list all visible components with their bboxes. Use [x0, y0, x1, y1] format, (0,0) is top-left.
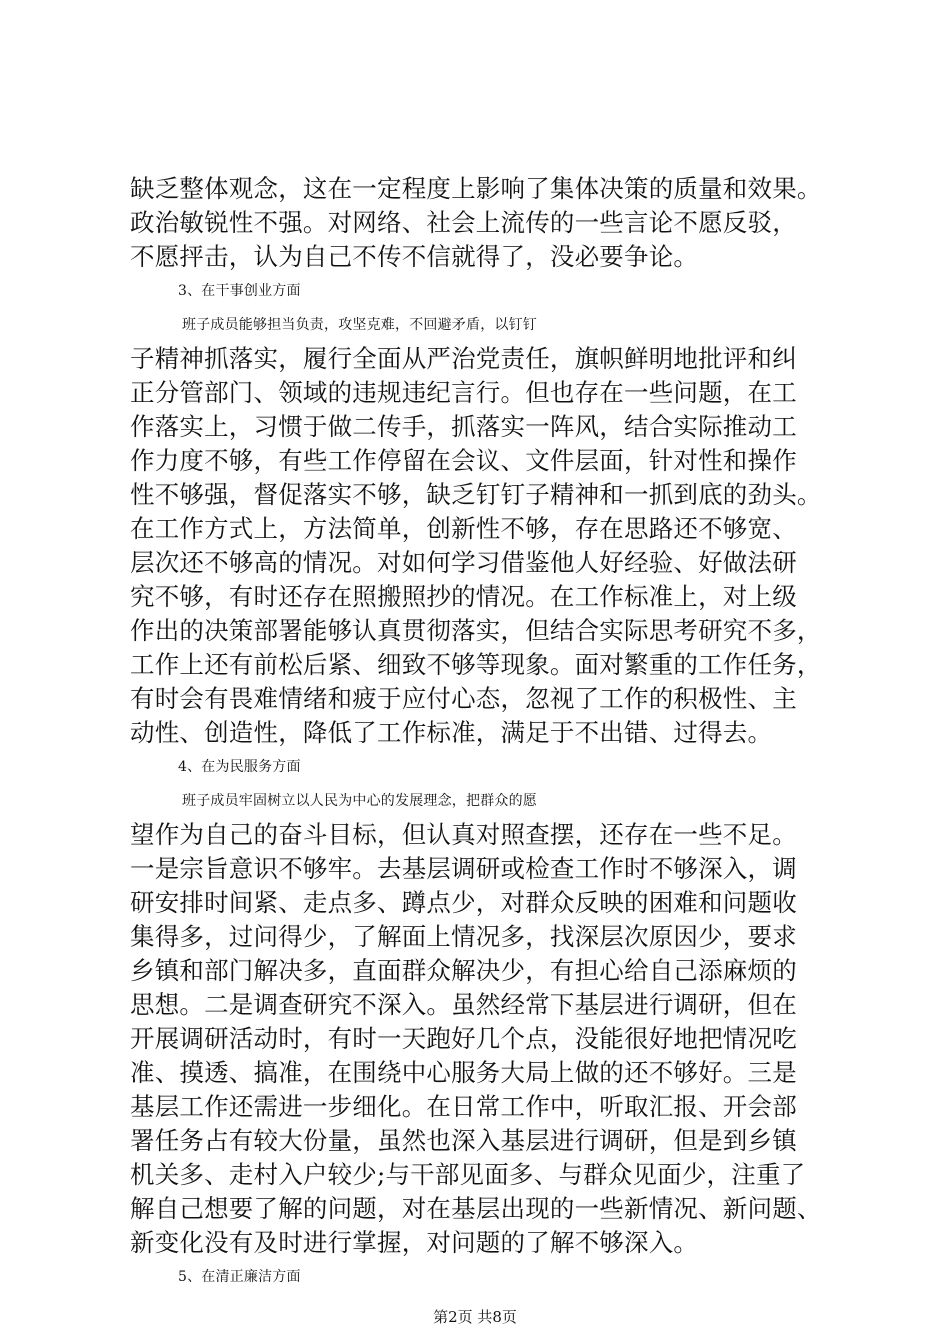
body-line: 乡镇和部门解决多，直面群众解决少，有担心给自己添麻烦的 — [130, 956, 797, 985]
body-line: 作力度不够，有些工作停留在会议、文件层面，针对性和操作 — [130, 446, 797, 475]
body-line: 缺乏整体观念，这在一定程度上影响了集体决策的质量和效果。 — [130, 174, 822, 203]
page-footer: 第2页 共8页 — [433, 1308, 517, 1326]
body-line: 望作为自己的奋斗目标，但认真对照查摆，还存在一些不足。 — [130, 820, 797, 849]
body-line: 解自己想要了解的问题，对在基层出现的一些新情况、新问题、 — [130, 1194, 822, 1223]
body-line: 思想。二是调查研究不深入。虽然经常下基层进行调研，但在 — [130, 990, 797, 1019]
body-line: 作出的决策部署能够认真贯彻落实，但结合实际思考研究不多， — [130, 616, 822, 645]
body-line: 在工作方式上，方法简单，创新性不够，存在思路还不够宽、 — [130, 514, 797, 543]
body-line: 层次还不够高的情况。对如何学习借鉴他人好经验、好做法研 — [130, 548, 797, 577]
body-line: 有时会有畏难情绪和疲于应付心态，忽视了工作的积极性、主 — [130, 684, 797, 713]
section-heading-4: 4、在为民服务方面 — [178, 759, 301, 775]
body-line: 究不够，有时还存在照搬照抄的情况。在工作标准上，对上级 — [130, 582, 797, 611]
body-line: 动性、创造性，降低了工作标准，满足于不出错、过得去。 — [130, 718, 773, 747]
body-line: 工作上还有前松后紧、细致不够等现象。面对繁重的工作任务， — [130, 650, 822, 679]
body-line: 署任务占有较大份量，虽然也深入基层进行调研，但是到乡镇 — [130, 1126, 797, 1155]
body-line: 机关多、走村入户较少;与干部见面多、与群众见面少，注重了 — [130, 1160, 806, 1189]
body-line: 正分管部门、领域的违规违纪言行。但也存在一些问题，在工 — [130, 378, 797, 407]
paragraph-first-line: 班子成员牢固树立以人民为中心的发展理念，把群众的愿 — [182, 793, 537, 809]
body-line: 开展调研活动时，有时一天跑好几个点，没能很好地把情况吃 — [130, 1024, 797, 1053]
paragraph-first-line: 班子成员能够担当负责，攻坚克难，不回避矛盾，以钉钉 — [182, 317, 537, 333]
body-line: 作落实上，习惯于做二传手，抓落实一阵风，结合实际推动工 — [130, 412, 797, 441]
section-heading-3: 3、在干事创业方面 — [178, 283, 301, 299]
body-line: 政治敏锐性不强。对网络、社会上流传的一些言论不愿反驳， — [130, 208, 797, 237]
section-heading-5: 5、在清正廉洁方面 — [178, 1269, 301, 1285]
body-line: 性不够强，督促落实不够，缺乏钉钉子精神和一抓到底的劲头。 — [130, 480, 822, 509]
body-line: 准、摸透、搞准，在围绕中心服务大局上做的还不够好。三是 — [130, 1058, 797, 1087]
body-line: 子精神抓落实，履行全面从严治党责任，旗帜鲜明地批评和纠 — [130, 344, 797, 373]
body-line: 研安排时间紧、走点多、蹲点少，对群众反映的困难和问题收 — [130, 888, 797, 917]
body-line: 集得多，过问得少，了解面上情况多，找深层次原因少，要求 — [130, 922, 797, 951]
body-line: 一是宗旨意识不够牢。去基层调研或检查工作时不够深入，调 — [130, 854, 797, 883]
body-line: 不愿抨击，认为自己不传不信就得了，没必要争论。 — [130, 242, 699, 271]
body-line: 基层工作还需进一步细化。在日常工作中，听取汇报、开会部 — [130, 1092, 797, 1121]
body-line: 新变化没有及时进行掌握，对问题的了解不够深入。 — [130, 1228, 699, 1257]
